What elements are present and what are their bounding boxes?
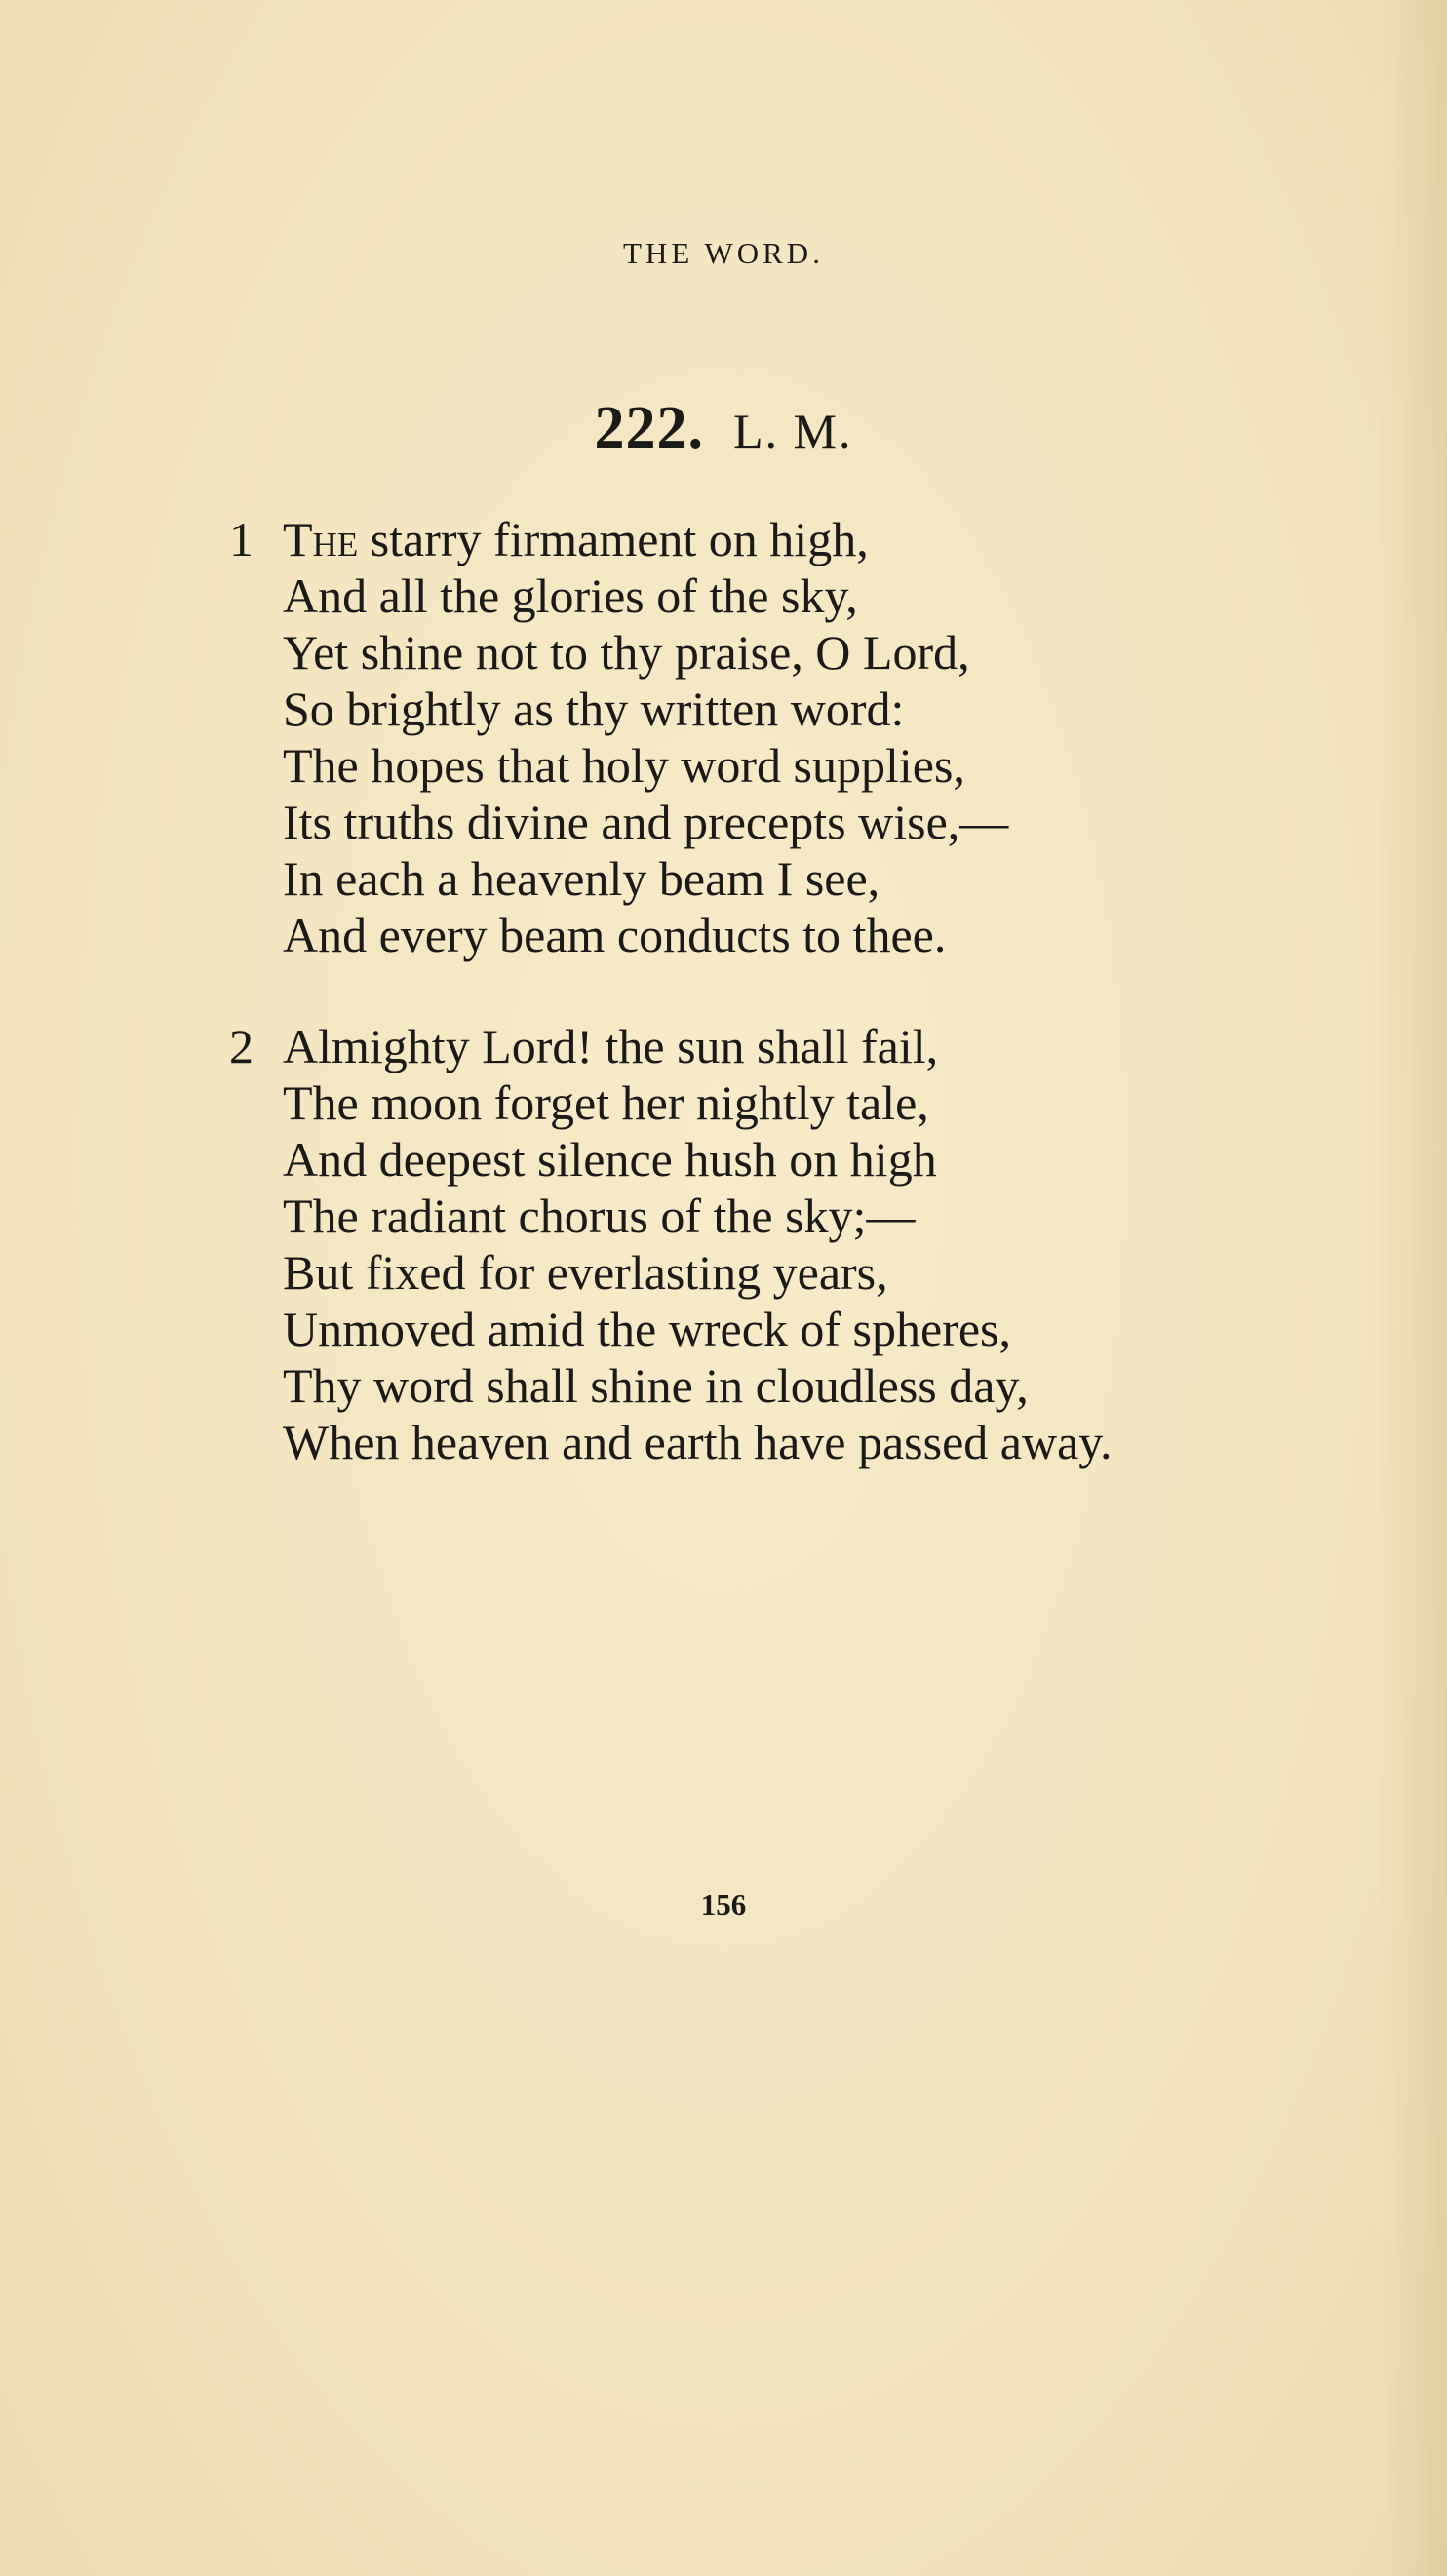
stanza-line: But fixed for everlasting years, [283,1245,888,1300]
stanza-line: The moon forget her nightly tale, [283,1075,929,1130]
page-number: 156 [700,1888,747,1922]
stanza-number: 1 [229,512,254,566]
stanza-line: The radiant chorus of the sky;— [283,1189,916,1243]
stanza-line: And every beam conducts to thee. [283,908,947,962]
stanza-line: In each a heavenly beam I see, [283,851,880,906]
stanza-line: When heaven and earth have passed away. [283,1415,1113,1469]
first-word-smallcaps: The [283,512,359,566]
first-line-text: Almighty Lord! the sun shall fail, [283,1019,939,1073]
running-head: THE WORD. [623,236,824,270]
stanza-line [215,1018,1385,1074]
stanza-line: Thy word shall shine in cloudless day, [283,1358,1029,1413]
stanza-line: Unmoved amid the wreck of spheres, [283,1302,1011,1356]
stanza-line: So brightly as thy written word: [283,682,905,736]
stanza-line: Yet shine not to thy praise, O Lord, [283,625,970,680]
stanza-2 [215,1018,1385,1470]
hymn-number: 222. [594,395,704,461]
stanza-number: 2 [229,1019,254,1073]
stanza-line: And all the glories of the sky, [283,568,858,623]
stanza-line: Its truths divine and precepts wise,— [283,795,1009,849]
stanza-line: The hopes that holy word supplies, [283,738,965,793]
hymn-meter: L. M. [733,404,853,458]
stanza-1 [215,511,1385,963]
stanza-line [215,511,1385,567]
hymn-heading [0,394,1447,478]
stanza-line: And deepest silence hush on high [283,1132,937,1187]
page-edge-shadow [1379,0,1447,2576]
first-line-text: starry firmament on high, [358,512,869,566]
